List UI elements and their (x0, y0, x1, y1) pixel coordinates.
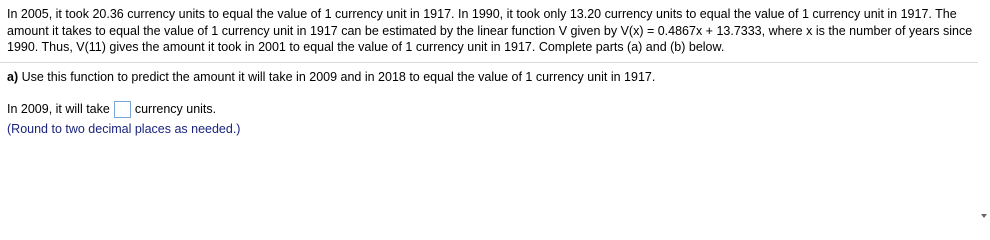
part-a-label: a) (7, 70, 19, 84)
answer-line (7, 99, 216, 119)
answer-prefix: In 2009, it will take (7, 102, 110, 116)
section-divider (0, 62, 978, 63)
answer-input-2009[interactable] (114, 101, 131, 118)
answer-suffix: currency units. (134, 102, 217, 116)
part-a-text: Use this function to predict the amount it will take in 2009 and in 2018 to equal the value of 1 currency unit in 1917. (18, 70, 656, 84)
part-a-question (7, 69, 655, 85)
rounding-hint: (Round to two decimal places as needed.) (7, 122, 241, 136)
scroll-down-arrow-icon[interactable] (981, 214, 987, 218)
problem-statement: In 2005, it took 20.36 currency units to equal the value of 1 currency unit in 1917. In 1990, it took only 13.20 currency units to equal the value of 1 currency unit in 1917. The amount it takes to equal the value of 1 currency unit in 1917 can be estimated by the linear function V given by V(x) = 0.4867x + 13.7333, where x is the number of years since 1990. Thus, V(11) gives the amount it took in 2001 to equal the value of 1 currency unit in 1917. Complete parts (a) and (b) below. (7, 7, 973, 54)
